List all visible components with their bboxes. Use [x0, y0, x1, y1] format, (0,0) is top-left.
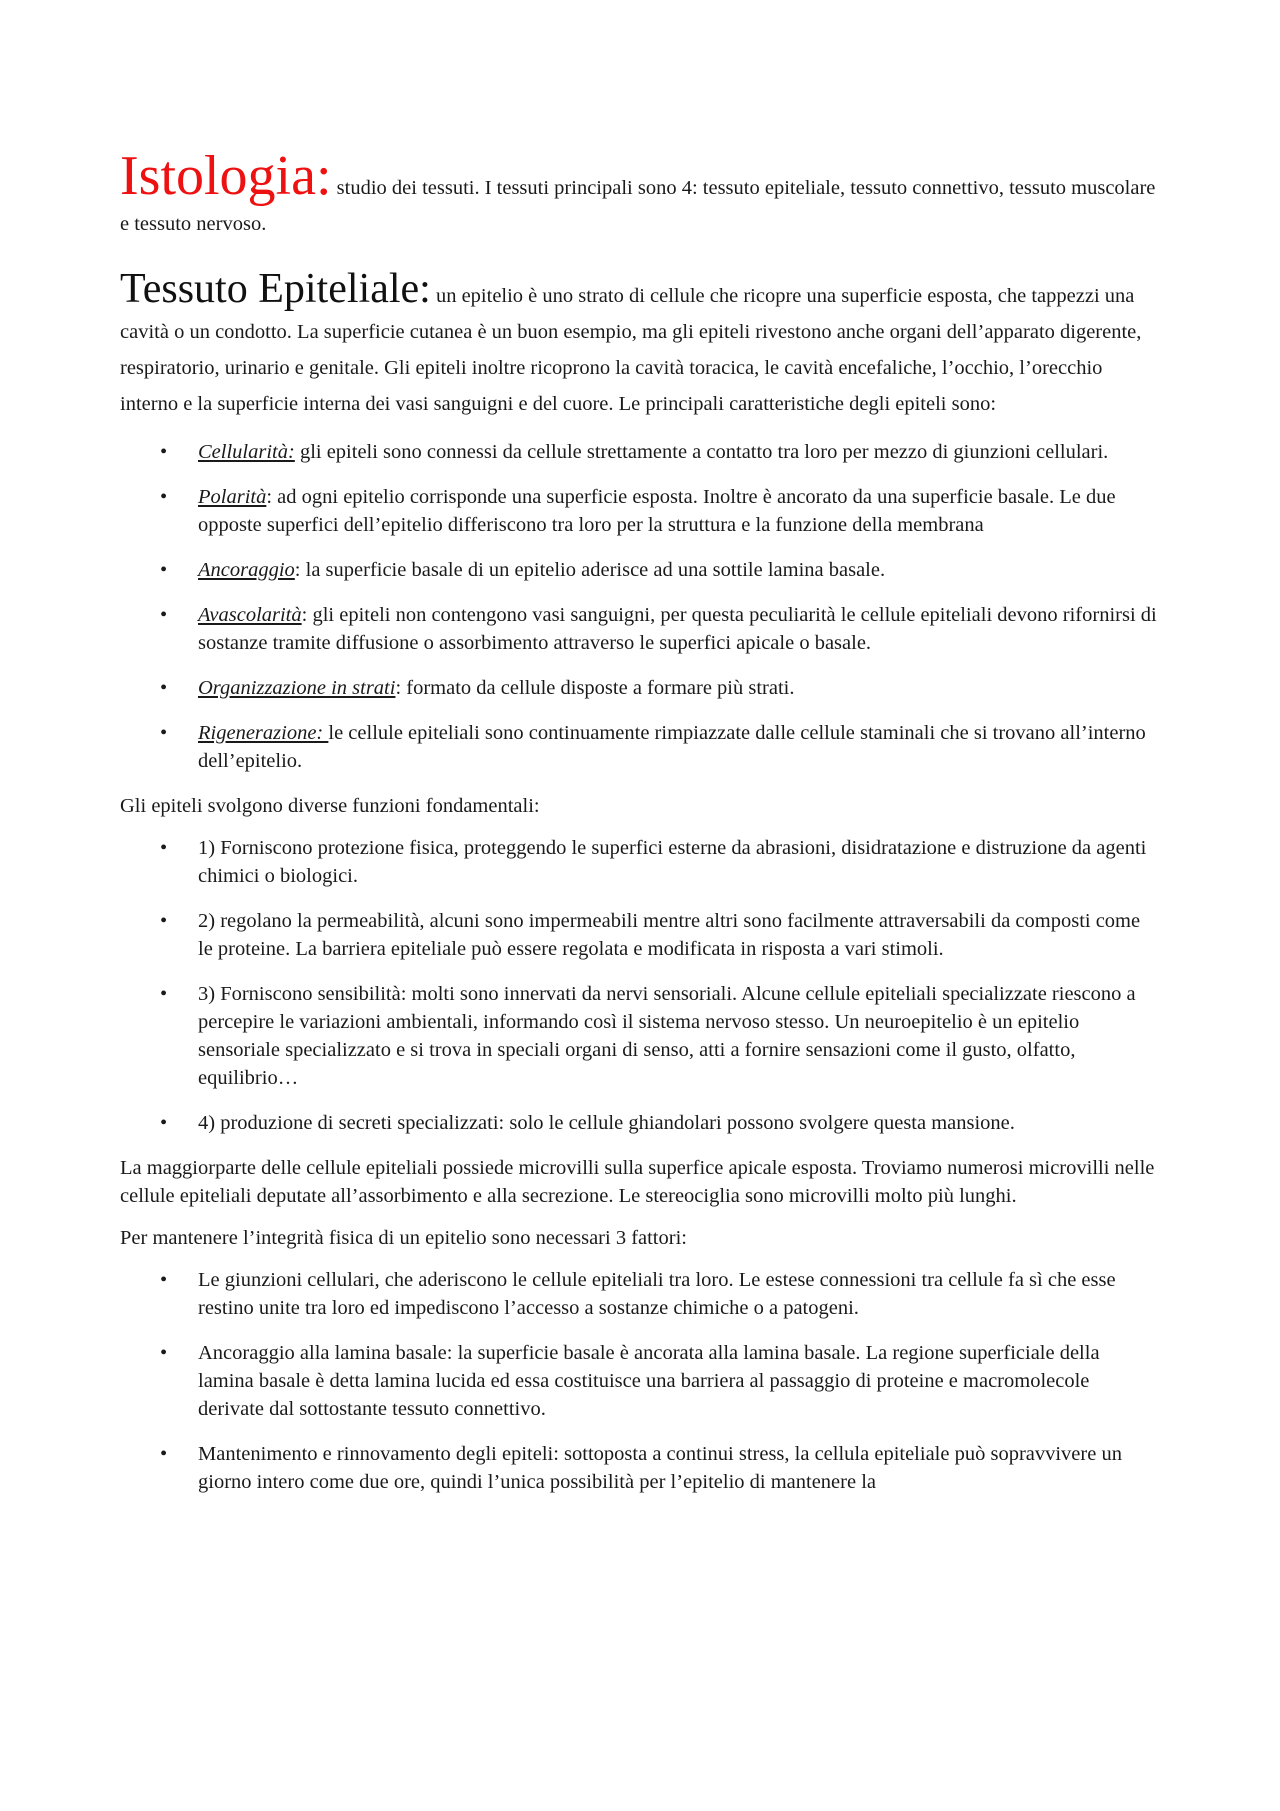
list-item — [120, 556, 1160, 584]
microvilli-paragraph: La maggiorparte delle cellule epiteliali possiede microvilli sulla superfice apicale esposta. Troviamo numerosi microvilli nelle cellule epiteliali deputate all’assorbimento e alla secrezione. Le stereociglia sono microvilli molto più lunghi. — [120, 1157, 1155, 1207]
term-label: Rigenerazione: — [198, 722, 329, 744]
item-text: 4) produzione di secreti specializzati: solo le cellule ghiandolari possono svolgere questa mansione. — [198, 1112, 1015, 1134]
funzioni-list — [120, 834, 1160, 1137]
bullet-icon: • — [160, 677, 168, 699]
funzioni-intro: Gli epiteli svolgono diverse funzioni fondamentali: — [120, 795, 540, 817]
bullet-icon: • — [160, 722, 168, 744]
list-item — [120, 907, 1160, 963]
bullet-icon: • — [160, 837, 168, 859]
bullet-icon: • — [160, 1112, 168, 1134]
list-item — [120, 834, 1160, 890]
istologia-paragraph — [120, 145, 1160, 242]
item-text: gli epiteli sono connessi da cellule strettamente a contatto tra loro per mezzo di giunzioni cellulari. — [294, 441, 1109, 463]
bullet-icon: • — [160, 604, 168, 626]
list-item — [120, 1109, 1160, 1137]
term-label: Organizzazione in strati — [198, 677, 396, 699]
item-text: 1) Forniscono protezione fisica, proteggendo le superfici esterne da abrasioni, disidratazione e distruzione da agenti chimici o biologici. — [198, 837, 1147, 887]
item-text: : formato da cellule disposte a formare più strati. — [395, 677, 795, 699]
item-text: : la superficie basale di un epitelio aderisce ad una sottile lamina basale. — [294, 559, 886, 581]
bullet-icon: • — [160, 441, 168, 463]
item-text: le cellule epiteliali sono continuamente rimpiazzate dalle cellule staminali che si trovano all’interno dell’epitelio. — [198, 722, 1146, 772]
item-text: : ad ogni epitelio corrisponde una superficie esposta. Inoltre è ancorato da una superficie basale. Le due opposte superfici dell’epitelio differiscono tra loro per la struttura e la funzione della membrana — [198, 486, 1116, 536]
istologia-title: Istologia: — [120, 145, 332, 207]
term-label: Polarità — [198, 486, 267, 508]
list-item — [120, 1266, 1160, 1322]
term-label: Cellularità: — [198, 441, 295, 463]
epiteliale-title: Tessuto Epiteliale: — [120, 266, 431, 312]
istologia-text: studio dei tessuti. I tessuti principali sono 4: tessuto epiteliale, tessuto connettivo, tessuto muscolare e tessuto nervoso. — [120, 177, 1156, 235]
list-item — [120, 601, 1160, 657]
epiteliale-text: un epitelio è uno strato di cellule che ricopre una superficie esposta, che tappezzi una cavità o un condotto. La superficie cutanea è un buon esempio, ma gli epiteli rivestono anche organi dell’apparato digerente, respiratorio, urinario e genitale. Gli epiteli inoltre ricoprono la cavità toracica, le cavità encefaliche, l’occhio, l’orecchio interno e la superficie interna dei vasi sanguigni e del cuore. Le principali caratteristiche degli epiteli sono: — [120, 285, 1142, 415]
bullet-icon: • — [160, 1443, 168, 1465]
caratteristiche-list — [120, 438, 1160, 775]
bullet-icon: • — [160, 1342, 168, 1364]
bullet-icon: • — [160, 983, 168, 1005]
list-item — [120, 438, 1160, 466]
item-text: Le giunzioni cellulari, che aderiscono le cellule epiteliali tra loro. Le estese connessioni tra cellule fa sì che esse restino unite tra loro ed impediscono l’accesso a sostanze chimiche o a patogeni. — [198, 1269, 1116, 1319]
item-text: Ancoraggio alla lamina basale: la superficie basale è ancorata alla lamina basale. La regione superficiale della lamina basale è detta lamina lucida ed essa costituisce una barriera al passaggio di proteine e macromolecole derivate dal sottostante tessuto connettivo. — [198, 1342, 1100, 1420]
epiteliale-paragraph — [120, 268, 1160, 422]
bullet-icon: • — [160, 486, 168, 508]
list-item — [120, 980, 1160, 1092]
list-item — [120, 719, 1160, 775]
item-text: 2) regolano la permeabilità, alcuni sono impermeabili mentre altri sono facilmente attraversabili da composti come le proteine. La barriera epiteliale può essere regolata e modificata in risposta a vari stimoli. — [198, 910, 1141, 960]
item-text: Mantenimento e rinnovamento degli epiteli: sottoposta a continui stress, la cellula epiteliale può sopravvivere un giorno intero come due ore, quindi l’unica possibilità per l’epitelio di mantenere la — [198, 1443, 1122, 1493]
bullet-icon: • — [160, 910, 168, 932]
item-text: : gli epiteli non contengono vasi sanguigni, per questa peculiarità le cellule epiteliali devono rifornirsi di sostanze tramite diffusione o assorbimento attraverso le superfici apicale o basale. — [198, 604, 1157, 654]
list-item — [120, 1440, 1160, 1496]
list-item — [120, 483, 1160, 539]
list-item — [120, 1339, 1160, 1423]
term-label: Avascolarità — [198, 604, 302, 626]
term-label: Ancoraggio — [198, 559, 295, 581]
fattori-list — [120, 1266, 1160, 1496]
bullet-icon: • — [160, 1269, 168, 1291]
list-item — [120, 674, 1160, 702]
integrita-intro: Per mantenere l’integrità fisica di un epitelio sono necessari 3 fattori: — [120, 1227, 687, 1249]
item-text: 3) Forniscono sensibilità: molti sono innervati da nervi sensoriali. Alcune cellule epiteliali specializzate riescono a percepire le variazioni ambientali, informando così il sistema nervoso stesso. Un neuroepitelio è un epitelio sensoriale specializzato e si trova in speciali organi di senso, atti a fornire sensazioni come il gusto, olfatto, equilibrio… — [198, 983, 1136, 1089]
bullet-icon: • — [160, 559, 168, 581]
